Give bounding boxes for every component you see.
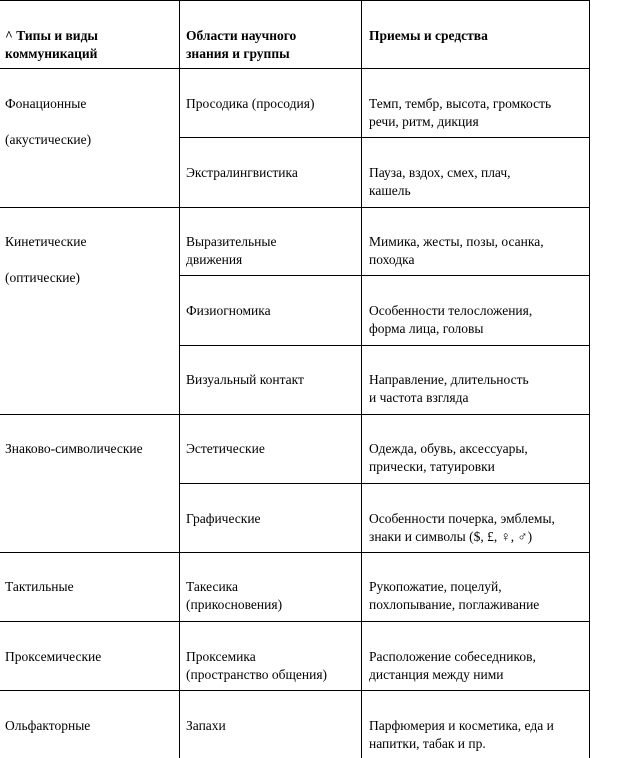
area-cell: Экстралингвистика: [186, 165, 298, 180]
type-cell: Знаково-символические: [5, 441, 143, 456]
means-cell: Особенности телосложения, форма лица, головы: [369, 303, 533, 336]
group-border: [0, 621, 590, 622]
type-cell: Кинетические (оптические): [5, 234, 87, 285]
area-cell: Эстетические: [186, 441, 265, 456]
header-types: ^ Типы и виды коммуникаций: [5, 28, 98, 61]
area-cell: Запахи: [186, 718, 226, 733]
means-cell: Мимика, жесты, позы, осанка, походка: [369, 234, 544, 267]
area-cell: Физиогномика: [186, 303, 271, 318]
type-cell: Проксемические: [5, 649, 102, 664]
area-cell: Визуальный контакт: [186, 372, 304, 387]
area-cell: Выразительные движения: [186, 234, 277, 267]
means-cell: Одежда, обувь, аксессуары, прически, татуировки: [369, 441, 528, 474]
means-cell: Особенности почерка, эмблемы, знаки и символы ($, £, ♀, ♂): [369, 511, 555, 544]
group-border: [0, 414, 590, 415]
table-top-border: [0, 0, 590, 1]
area-cell: Просодика (просодия): [186, 96, 315, 111]
means-cell: Расположение собеседников, дистанция между ними: [369, 649, 536, 682]
group-border: [0, 690, 590, 691]
means-cell: Направление, длительность и частота взгляда: [369, 372, 529, 405]
header-areas: Области научного знания и группы: [186, 28, 297, 61]
header-means: Приемы и средства: [369, 28, 488, 43]
means-cell: Парфюмерия и косметика, еда и напитки, табак и пр.: [369, 718, 554, 751]
area-cell: Графические: [186, 511, 261, 526]
type-cell: Тактильные: [5, 579, 74, 594]
type-cell: Фонационные (акустические): [5, 96, 92, 147]
area-cell: Такесика (прикосновения): [186, 579, 283, 612]
header-bottom-border: [0, 68, 590, 69]
group-border: [0, 552, 590, 553]
type-cell: Ольфакторные: [5, 718, 91, 733]
group-border: [0, 207, 590, 208]
means-cell: Рукопожатие, поцелуй, похлопывание, поглаживание: [369, 579, 540, 612]
means-cell: Пауза, вздох, смех, плач, кашель: [369, 165, 511, 198]
area-cell: Проксемика (пространство общения): [186, 649, 328, 682]
row-border: [179, 275, 590, 276]
row-border: [179, 345, 590, 346]
row-border: [179, 483, 590, 484]
means-cell: Темп, тембр, высота, громкость речи, ритм, дикция: [369, 96, 552, 129]
table-right-border: [589, 0, 590, 758]
row-border: [179, 137, 590, 138]
column-border: [179, 0, 180, 758]
column-border: [361, 0, 362, 758]
